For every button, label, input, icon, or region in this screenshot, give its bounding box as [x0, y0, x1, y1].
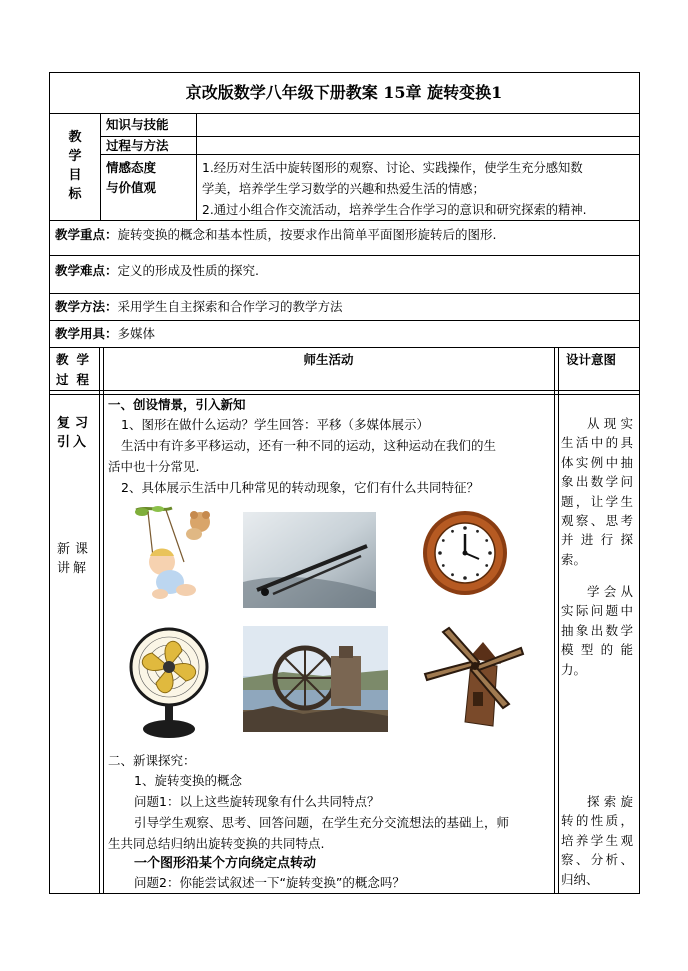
intent-text: 从现实生活中的具体实例中抽象出数学问题，让学生观察、思考并进行探索。: [561, 416, 633, 567]
windmill-image: [421, 622, 527, 734]
process-header-intent: 设计意图: [566, 352, 617, 367]
clock-image: [421, 509, 509, 597]
objective-attitude-line: 学美，培养学生学习数学的兴趣和热爱生活的情感；: [202, 182, 485, 196]
method-row: [55, 299, 343, 315]
table-border: [49, 255, 639, 256]
table-border: [100, 154, 639, 155]
content-line: 1、旋转变换的概念: [134, 773, 242, 788]
stage-review: 复习引入: [57, 416, 91, 451]
tools-row: [55, 326, 155, 342]
key-point-row: [55, 227, 497, 243]
page-title: 京改版数学八年级下册教案 15章 旋转变换1: [185, 83, 503, 102]
difficulty-row: [55, 263, 259, 279]
table-border: [49, 394, 639, 395]
key-point-label: 教学重点：: [55, 227, 118, 242]
content-line: 2、具体展示生活中几种常见的转动现象，它们有什么共同特征？: [121, 480, 479, 495]
process-header-activities: 师生活动: [303, 352, 354, 367]
table-border: [103, 347, 104, 894]
content-line: 生活中有许多平移运动，还有一种不同的运动，这种运动在我们的生: [121, 438, 497, 453]
key-point-text: 旋转变换的概念和基本性质，按要求作出简单平面图形旋转后的图形.: [117, 227, 497, 242]
table-border: [49, 320, 639, 321]
intent-text: 探索旋转的性质，培养学生观察、分析、归纳、: [561, 794, 633, 887]
table-border: [99, 347, 100, 894]
objective-label-attitude-2: 与价值观: [106, 180, 157, 195]
objective-label-knowledge: 知识与技能: [106, 117, 169, 132]
table-border: [558, 347, 559, 894]
table-border: [49, 113, 639, 114]
difficulty-label: 教学难点：: [55, 263, 118, 278]
swing-kid-image: [128, 504, 220, 604]
waterwheel-image: [243, 626, 388, 732]
table-border: [49, 893, 639, 894]
table-border: [100, 113, 101, 220]
table-border: [49, 293, 639, 294]
section-heading: 一、创设情景，引入新知: [108, 397, 246, 412]
wiper-image: [243, 512, 376, 608]
objective-attitude-line: 2.通过小组合作交流活动，培养学生合作学习的意识和研究探索的精神.: [202, 203, 587, 217]
content-line: 1、图形在做什么运动？学生回答：平移（多媒体展示）: [121, 417, 429, 432]
tools-text: 多媒体: [117, 326, 156, 341]
section-heading: 二、新课探究：: [108, 753, 196, 768]
fan-image: [126, 625, 212, 740]
table-border: [554, 347, 555, 894]
table-border: [49, 220, 639, 221]
objective-label-attitude-1: 情感态度: [106, 160, 157, 175]
content-line: 活中也十分常见.: [108, 459, 200, 474]
content-line: 问题1：以上这些旋转现象有什么共同特点？: [134, 794, 380, 809]
table-border: [100, 136, 639, 137]
table-border: [639, 72, 640, 894]
table-border: [49, 390, 639, 391]
process-header-col1-line2: 过程: [56, 372, 98, 387]
content-line: 生共同总结归纳出旋转变换的共同特点.: [108, 836, 325, 851]
objectives-header: 教学目标: [68, 130, 82, 202]
content-line: 引导学生观察、思考、回答问题，在学生充分交流想法的基础上，师: [134, 815, 510, 830]
intent-text: 学会从实际问题中抽象出数学模型的能力。: [561, 584, 633, 677]
difficulty-text: 定义的形成及性质的探究.: [117, 263, 259, 278]
table-border: [196, 113, 197, 220]
objective-label-process: 过程与方法: [106, 138, 169, 153]
content-line: 问题2：你能尝试叙述一下“旋转变换”的概念吗？: [134, 875, 405, 890]
table-border: [49, 72, 50, 894]
stage-new-lesson: 新课讲解: [57, 542, 91, 577]
process-header-col1-line1: 教学: [56, 352, 98, 367]
method-label: 教学方法：: [55, 299, 118, 314]
method-text: 采用学生自主探索和合作学习的教学方法: [117, 299, 343, 314]
table-border: [49, 347, 639, 348]
tools-label: 教学用具：: [55, 326, 118, 341]
objective-attitude-line: 1.经历对生活中旋转图形的观察、讨论、实践操作，使学生充分感知数: [202, 161, 583, 175]
table-border: [49, 72, 639, 73]
bold-point: 一个图形沿某个方向绕定点转动: [134, 856, 317, 871]
